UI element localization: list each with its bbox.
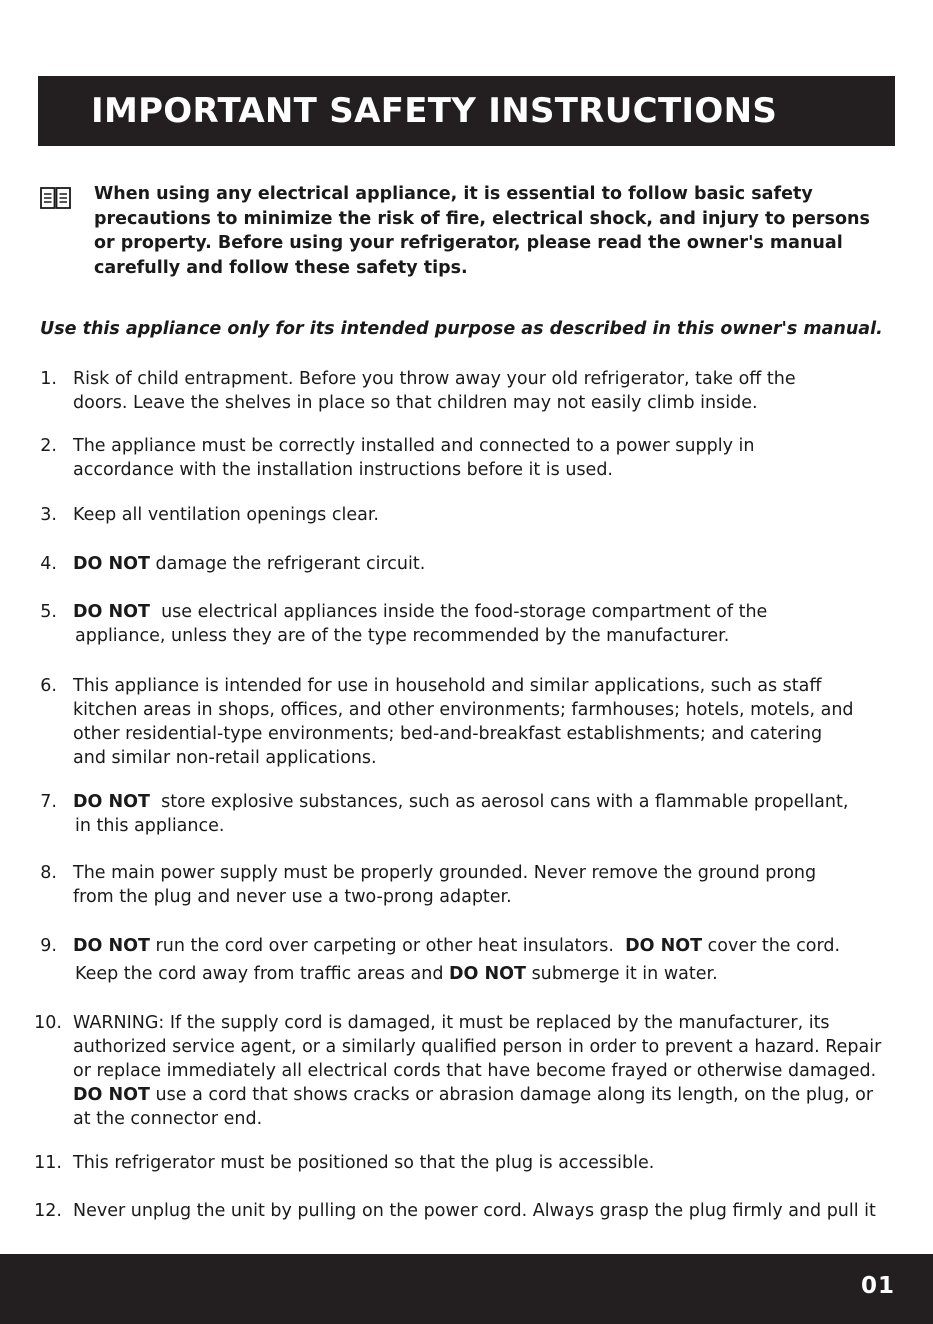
item-text	[73, 600, 885, 648]
item-number: 6.	[40, 676, 57, 696]
item-text	[73, 674, 885, 770]
footer-bar	[0, 1254, 933, 1324]
intro-line: When using any electrical appliance, it is essential to follow basic safety precautions	[94, 184, 813, 229]
open-book-icon	[40, 187, 71, 209]
item-line-text: Keep the cord away from traffic areas and	[75, 964, 450, 984]
item-text	[73, 1011, 885, 1131]
page-title: IMPORTANT SAFETY INSTRUCTIONS	[91, 91, 778, 131]
item-line: at the connector end.	[73, 1109, 263, 1129]
intro-text	[94, 182, 884, 280]
item-line: The appliance must be correctly installed and connected to a power supply in	[73, 436, 755, 456]
do-not-keyword: DO NOT	[449, 964, 526, 984]
item-text	[73, 367, 885, 415]
item-line: other residential-type environments; bed-and-breakfast establishments; and catering	[73, 724, 823, 744]
item-text	[73, 503, 885, 527]
item-line: This appliance is intended for use in household and similar applications, such as staff	[73, 676, 822, 696]
item-line: and similar non-retail applications.	[73, 748, 377, 768]
item-text	[73, 861, 885, 909]
do-not-keyword: DO NOT	[73, 792, 150, 812]
header-bar	[38, 76, 895, 146]
item-number: 5.	[40, 602, 57, 622]
item-line: This refrigerator must be positioned so that the plug is accessible.	[73, 1153, 655, 1173]
item-number: 10.	[34, 1013, 62, 1033]
do-not-keyword: DO NOT	[625, 936, 703, 956]
item-number: 2.	[40, 436, 57, 456]
item-line-text: submerge it in water.	[526, 964, 718, 984]
item-line: or replace immediately all electrical cords that have become frayed or otherwise damaged.	[73, 1061, 877, 1081]
item-line: WARNING: If the supply cord is damaged, it must be replaced by the manufacturer, its	[73, 1013, 830, 1033]
item-line-text: damage the refrigerant circuit.	[149, 554, 426, 574]
item-line: accordance with the installation instructions before it is used.	[73, 460, 613, 480]
do-not-keyword: DO NOT	[73, 1085, 150, 1105]
item-line-text: use a cord that shows cracks or abrasion damage along its length, on the plug, or	[149, 1085, 874, 1105]
item-line-text: run the cord over carpeting or other heat insulators.	[149, 936, 626, 956]
item-line: Risk of child entrapment. Before you throw away your old refrigerator, take off the	[73, 369, 796, 389]
page-number: 01	[860, 1273, 895, 1299]
purpose-statement: Use this appliance only for its intended purpose as described in this owner's manual.	[40, 319, 883, 339]
do-not-keyword: DO NOT	[73, 936, 150, 956]
item-line-text: store explosive substances, such as aerosol cans with a flammable propellant,	[149, 792, 849, 812]
item-line: authorized service agent, or a similarly qualified person in order to prevent a hazard. Repair	[73, 1037, 882, 1057]
do-not-keyword: DO NOT	[73, 554, 150, 574]
item-text	[73, 790, 885, 838]
item-line: from the plug and never use a two-prong adapter.	[73, 887, 512, 907]
item-line: The main power supply must be properly grounded. Never remove the ground prong	[73, 863, 817, 883]
item-line	[73, 1083, 885, 1107]
intro-line: safety tips.	[356, 257, 468, 278]
item-line	[73, 934, 885, 958]
item-text	[73, 552, 885, 576]
item-line: doors. Leave the shelves in place so that children may not easily climb inside.	[73, 393, 758, 413]
item-line	[73, 552, 885, 576]
intro-line: to minimize the risk of fire, electrical shock, and injury to persons or property. Before	[94, 208, 870, 253]
item-number: 4.	[40, 554, 57, 574]
item-text	[73, 434, 885, 482]
item-number: 8.	[40, 863, 57, 883]
item-number: 1.	[40, 369, 57, 389]
item-number: 12.	[34, 1201, 62, 1221]
item-text	[73, 1199, 885, 1223]
item-number: 7.	[40, 792, 57, 812]
item-line	[73, 962, 885, 986]
item-line-text: cover the cord.	[702, 936, 841, 956]
do-not-keyword: DO NOT	[73, 602, 150, 622]
item-line	[73, 600, 885, 624]
item-number: 11.	[34, 1153, 62, 1173]
item-line-text: use electrical appliances inside the food-storage compartment of the	[149, 602, 768, 622]
item-line	[73, 790, 885, 814]
item-line: kitchen areas in shops, offices, and other environments; farmhouses; hotels, motels, and	[73, 700, 854, 720]
intro-line: using your refrigerator, please read the owner's manual carefully and follow these	[94, 233, 843, 278]
item-number: 3.	[40, 505, 57, 525]
item-number: 9.	[40, 936, 57, 956]
item-line: Never unplug the unit by pulling on the power cord. Always grasp the plug firmly and pull it	[73, 1201, 876, 1221]
item-text	[73, 934, 885, 986]
item-line: in this appliance.	[75, 816, 225, 836]
item-text	[73, 1151, 885, 1175]
item-line: appliance, unless they are of the type recommended by the manufacturer.	[75, 626, 730, 646]
item-line: Keep all ventilation openings clear.	[73, 505, 379, 525]
